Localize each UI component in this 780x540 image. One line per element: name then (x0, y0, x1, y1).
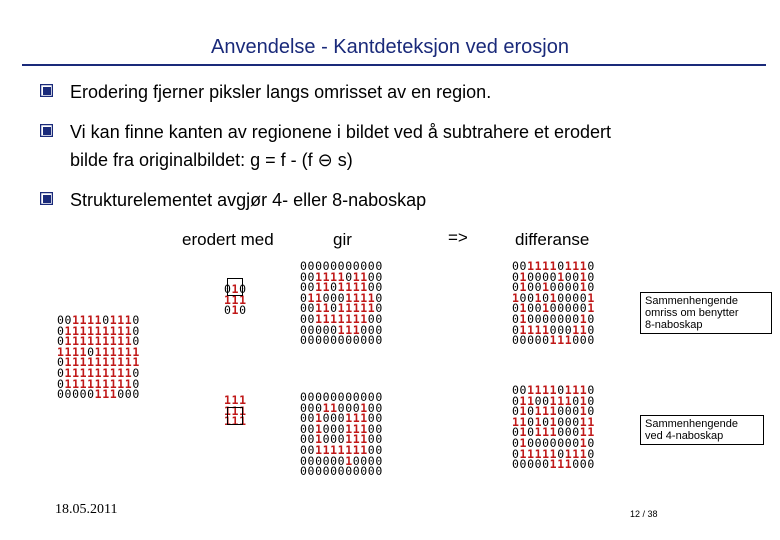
grid-row: 00111101110 (57, 313, 140, 327)
grid-row: 00111111100 (300, 311, 383, 326)
grid-row: 01011100011 (512, 425, 595, 440)
checkbox-bullet-icon (40, 84, 53, 97)
bullet-1 (40, 78, 491, 106)
grid-row: 01111111111 (57, 355, 140, 370)
eroded-result-8-grid (300, 261, 383, 346)
grid-row: 00110111110 (300, 301, 383, 316)
grid-row: 01001000001 (512, 301, 595, 316)
title-divider (22, 64, 766, 66)
grid-row: 01000000010 (512, 311, 595, 326)
note-4-neighborhood (640, 415, 764, 445)
checkbox-bullet-icon (40, 192, 53, 205)
note-8-neighborhood (640, 292, 772, 334)
grid-row: 00000111000 (57, 387, 140, 402)
grid-row: 00000111000 (300, 322, 383, 337)
grid-row: 111 (224, 414, 247, 429)
header-eroded-with: erodert med (182, 230, 274, 249)
grid-row: 111 (224, 403, 247, 418)
page-title: Anvendelse - Kantdeteksjon ved erosjon (210, 36, 569, 58)
grid-row: 01111111110 (57, 365, 140, 380)
header-gives: gir (333, 230, 352, 249)
grid-row: 01000000010 (512, 435, 595, 450)
original-image-grid (57, 315, 140, 400)
grid-row: 00000000000 (300, 259, 383, 273)
note-line: 8-naboskap (645, 319, 703, 331)
formula-text: bilde fra originalbildet: g = f - (f ⊖ s) (70, 150, 353, 170)
bullet-text: Strukturelementet avgjør 4- eller 8-naboskap (70, 190, 427, 210)
note-line: Sammenhengende (645, 418, 738, 430)
checkbox-bullet-icon (40, 124, 53, 137)
bullet-text: Vi kan finne kanten av regionene i bildet ved å subtrahere et erodert (70, 122, 612, 142)
difference-8-grid (512, 261, 595, 346)
grid-row: 01100011110 (300, 290, 383, 305)
grid-row: 00111101100 (300, 269, 383, 284)
grid-row: 01001000010 (512, 280, 595, 295)
grid-row: 00000010000 (300, 453, 383, 468)
grid-row: 00111101110 (512, 383, 595, 397)
bullet-text: Erodering fjerner piksler langs omrisset av en region. (70, 82, 492, 102)
header-arrow: => (448, 228, 468, 247)
grid-row: 01111101110 (512, 446, 595, 461)
eroded-result-4-grid (300, 392, 383, 477)
bullet-2 (40, 118, 611, 174)
grid-row: 01011100010 (512, 404, 595, 419)
grid-row: 01111000110 (512, 322, 595, 337)
footer-page-number: 12 / 38 (630, 509, 658, 519)
grid-row: 010 (224, 303, 247, 318)
grid-row: 00011000100 (300, 400, 383, 415)
note-line: Sammenhengende (645, 295, 738, 307)
grid-row: 010 (224, 282, 247, 296)
grid-row: 00000000000 (300, 333, 383, 348)
grid-row: 00000000000 (300, 390, 383, 404)
bullet-3 (40, 186, 426, 214)
grid-row: 01111111110 (57, 323, 140, 338)
grid-row: 00100011100 (300, 411, 383, 426)
note-line: ved 4-naboskap (645, 430, 724, 442)
grid-row: 00000000000 (300, 464, 383, 479)
grid-row: 01100111010 (512, 393, 595, 408)
grid-row: 00100011100 (300, 421, 383, 436)
grid-row: 01111111110 (57, 334, 140, 349)
grid-row: 00000111000 (512, 333, 595, 348)
footer-date: 18.05.2011 (55, 502, 118, 517)
grid-row: 00111101110 (512, 259, 595, 273)
grid-row: 01111111110 (57, 376, 140, 391)
origin-marker-4 (227, 407, 243, 425)
grid-row: 00110111100 (300, 280, 383, 295)
grid-row: 01000010010 (512, 269, 595, 284)
grid-row: 11110111111 (57, 344, 140, 359)
grid-row: 111 (224, 292, 247, 307)
note-line: omriss om benytter (645, 307, 739, 319)
origin-marker-8 (227, 278, 243, 296)
difference-4-grid (512, 385, 595, 470)
grid-row: 00000111000 (512, 457, 595, 472)
grid-row: 10010100001 (512, 290, 595, 305)
header-difference: differanse (515, 230, 590, 249)
grid-row: 111 (224, 393, 247, 407)
grid-row: 00111111100 (300, 442, 383, 457)
grid-row: 00100011100 (300, 432, 383, 447)
grid-row: 11010100011 (512, 414, 595, 429)
